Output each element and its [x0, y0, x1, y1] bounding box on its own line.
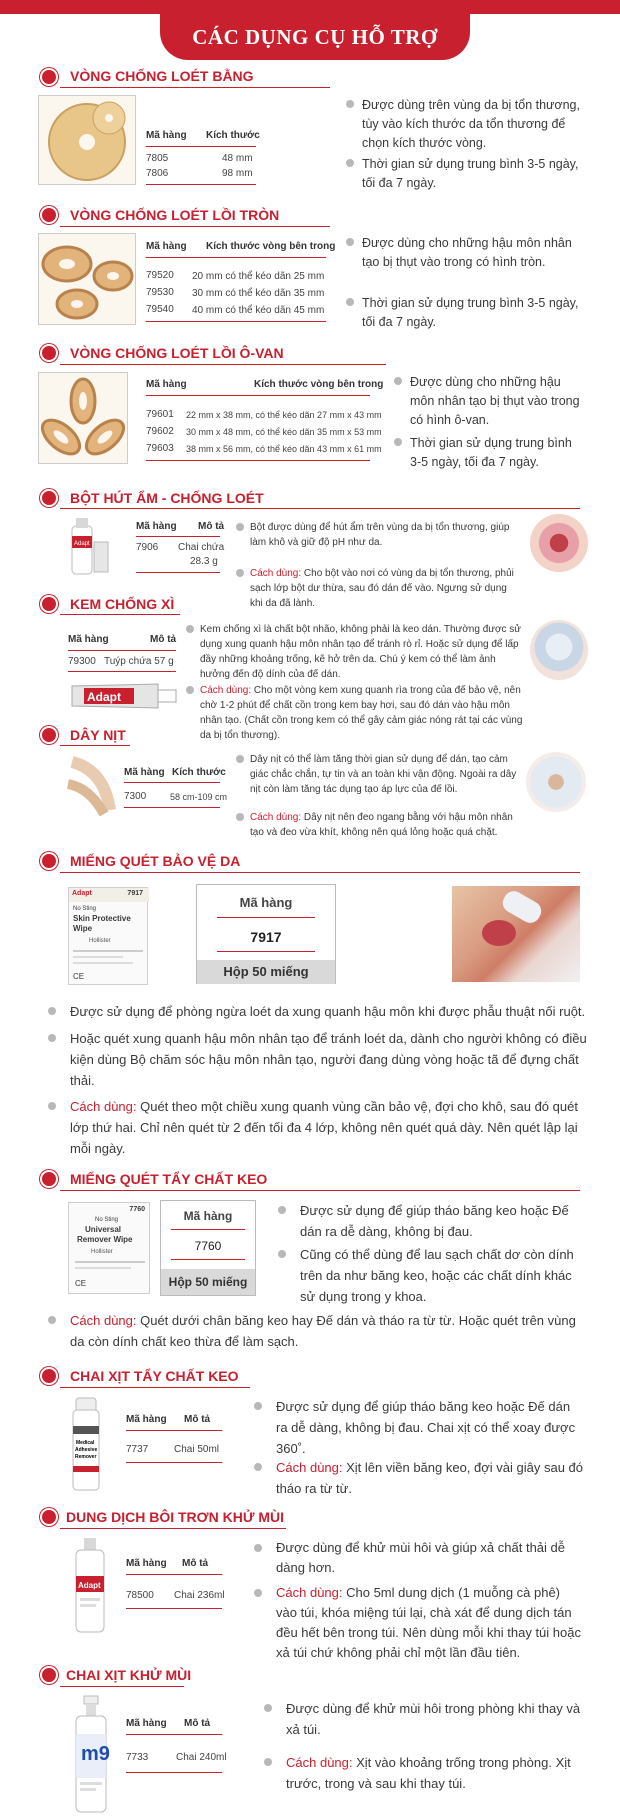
section-dot — [40, 726, 58, 744]
package-text: Skin Protective — [73, 914, 131, 923]
bullet-text: Được dùng để khử mùi hôi trong phòng khi thay và xả túi. — [286, 1701, 581, 1737]
section-divider — [60, 508, 580, 509]
usage-label: Cách dùng: — [200, 685, 252, 696]
col-header-code: Mã hàng — [68, 634, 109, 645]
table-cell: 38 mm x 56 mm, có thể kéo dãn 43 mm x 61 mm — [186, 444, 382, 454]
brand-label: Adapt — [87, 690, 121, 704]
section-title: DUNG DỊCH BÔI TRƠN KHỬ MÙI — [66, 1509, 284, 1525]
col-header-size: Kích thước vòng bên trong — [254, 379, 384, 390]
remover-wipe-package-image — [68, 1202, 150, 1294]
bullet-item — [48, 1310, 588, 1352]
package-brand: Adapt — [72, 890, 92, 897]
col-header-code: Mã hàng — [124, 767, 165, 778]
bullet-item — [236, 752, 522, 797]
section-divider — [60, 872, 580, 873]
bullet-text: Dây nịt có thể làm tăng thời gian sử dụng để dán, tạo cảm giác chắc chắn, tự tin và an toàn khi vận động. Ngoài ra dây nịt còn làm tăng tác dụng tạo áp lực của đế lồi. — [250, 754, 517, 795]
col-header-code: Mã hàng — [146, 130, 187, 141]
bullet-item — [346, 294, 580, 332]
table-cell: 7737 — [126, 1444, 149, 1455]
bullet-item — [264, 1698, 584, 1740]
section-title: CHAI XỊT TẨY CHẤT KEO — [70, 1368, 239, 1384]
bullet-item — [48, 1001, 588, 1022]
table-cell: 7733 — [126, 1752, 149, 1763]
col-header-code: Mã hàng — [126, 1414, 167, 1425]
section-title: KEM CHỐNG XÌ — [70, 596, 175, 612]
table-cell: 7300 — [124, 791, 147, 802]
col-header-size: Kích thước — [172, 767, 226, 778]
package-text: Universal — [85, 1225, 122, 1234]
table-rule — [126, 1608, 222, 1609]
belt-usage-photo — [526, 752, 586, 812]
skin-wipe-usage-photo — [452, 886, 580, 982]
bullet-text: Thời gian sử dụng trung bình 3-5 ngày, tối đa 7 ngày. — [362, 296, 579, 329]
bullet-item — [254, 1538, 584, 1578]
section-dot — [40, 1170, 58, 1188]
usage-label: Cách dùng: — [250, 812, 302, 823]
table-cell: 79601 — [146, 409, 174, 420]
table-rule — [146, 257, 326, 258]
package-maker: Hollister — [91, 1249, 113, 1255]
usage-label: Cách dùng: — [276, 1460, 343, 1475]
package-code: 7760 — [129, 1206, 145, 1213]
col-header-code: Mã hàng — [146, 241, 187, 252]
table-rule — [126, 1574, 222, 1575]
bullet-item — [186, 683, 524, 743]
bullet-item — [394, 434, 582, 472]
table-rule — [124, 807, 220, 808]
col-header-code: Mã hàng — [136, 521, 177, 532]
bullet-text: Kem chống xì là chất bột nhão, không phải là keo dán. Thường được sử dụng xung quanh hậu môn nhân tạo để tránh rò rỉ. Hoặc sử dụng để lấp đầy những khoảng trống, kẽ hở trên da. Chú ý kem có thể làm ảnh hưởng đến độ dính của đế dán. — [200, 624, 521, 680]
bullet-item — [394, 373, 582, 430]
section-divider — [60, 1528, 286, 1529]
powder-bottle-image — [66, 516, 110, 576]
lubricant-bottle-image — [72, 1536, 108, 1634]
table-cell: 22 mm x 38 mm, có thể kéo dãn 27 mm x 43 mm — [186, 410, 382, 420]
bullet-text: Được dùng để khử mùi hôi và giúp xả chất thải dễ dàng hơn. — [276, 1540, 565, 1575]
table-rule — [124, 782, 220, 783]
package-text: Remover Wipe — [77, 1235, 133, 1244]
bullet-text: Được sử dụng để giúp tháo băng keo hoặc Đế dán ra dễ dàng, không bị đau. — [300, 1203, 569, 1239]
section-divider — [60, 614, 180, 615]
section-dot — [40, 1367, 58, 1385]
section-title: MIẾNG QUÉT TẨY CHẤT KEO — [70, 1171, 268, 1187]
table-cell: Tuýp chứa 57 g — [104, 656, 174, 667]
table-cell: 79520 — [146, 270, 174, 281]
oval-convex-ring-image — [38, 372, 128, 464]
bullet-text: Cho 5ml dung dịch (1 muỗng cà phê) vào túi, khóa miệng túi lại, chà xát để dung dịch tán đều hết bên trong túi. Nên dùng mỗi khi thay túi hoặc xả túi chứ không phải chỉ một lần đầu tiên. — [276, 1585, 581, 1660]
belt-image — [64, 754, 118, 818]
table-cell: 79602 — [146, 426, 174, 437]
paste-tube-image — [70, 680, 180, 712]
usage-label: Cách dùng: — [286, 1755, 353, 1770]
package-maker: Hollister — [89, 938, 111, 944]
round-convex-ring-image — [38, 233, 136, 325]
table-cell: 58 cm-109 cm — [170, 792, 228, 802]
deodorizer-spray-bottle-image — [70, 1694, 114, 1814]
product-code: 7917 — [250, 929, 282, 945]
col-header-size: Kích thước — [206, 130, 260, 141]
package-size: Hộp 50 miếng — [223, 964, 309, 979]
table-cell: 7906 — [136, 542, 159, 553]
bullet-item — [254, 1457, 584, 1499]
section-dot — [40, 206, 58, 224]
bullet-text: Được dùng trên vùng da bị tổn thương, tùy vào kích thước da tổn thương để chọn kích thước vòng. — [362, 98, 580, 150]
section-title: VÒNG CHỐNG LOÉT LỒI Ô-VAN — [70, 345, 284, 361]
section-title: DÂY NỊT — [70, 727, 126, 743]
bullet-text: Thời gian sử dụng trung bình 3-5 ngày, tối đa 7 ngày. — [362, 157, 579, 190]
bullet-text: Cho một vòng kem xung quanh rìa trong của đế bảo vệ, nên chờ 1-2 phút để chất cồn trong kem bay hơi, sau đó dán vào hậu môn nhân tạo. (Chất cồn trong kem có thể gây cảm giác nóng rát tại các vùng da bị tổn thương). — [200, 685, 523, 741]
product-code-box — [160, 1200, 256, 1296]
brand-label: Adapt — [74, 541, 90, 547]
table-rule — [146, 395, 370, 396]
bullet-text: Xịt lên viền băng keo, đợi vài giây sau đó tháo ra từ từ. — [276, 1460, 584, 1496]
bullet-text: Dây nịt nên đeo ngang bằng với hậu môn nhân tạo và đeo vừa khít, không nên quá lỏng hoặc quá chặt. — [250, 812, 513, 838]
section-dot — [40, 1666, 58, 1684]
col-header-code: Mã hàng — [126, 1558, 167, 1569]
section-dot — [40, 1508, 58, 1526]
product-code-box — [196, 884, 336, 984]
section-title: VÒNG CHỐNG LOÉT BẰNG — [70, 68, 254, 84]
col-header-desc: Mô tả — [198, 521, 225, 532]
bullet-item — [346, 96, 580, 153]
table-rule — [126, 1772, 222, 1773]
table-cell: Chai 50ml — [174, 1444, 220, 1455]
ce-mark-icon: CE — [73, 972, 85, 981]
package-code: 7917 — [127, 890, 143, 897]
table-cell: 20 mm có thể kéo dãn 25 mm — [192, 271, 325, 282]
table-cell: Chai 240ml — [176, 1752, 227, 1763]
section-divider — [60, 745, 130, 746]
bullet-item — [236, 810, 522, 840]
section-divider — [60, 364, 386, 365]
table-rule — [136, 572, 220, 573]
table-rule — [136, 536, 220, 537]
col-header-desc: Mô tả — [184, 1414, 211, 1425]
table-cell: 28.3 g — [190, 556, 218, 567]
table-cell: 48 mm — [222, 153, 253, 164]
package-text: No Sting — [73, 906, 97, 912]
table-cell: 79540 — [146, 304, 174, 315]
flat-ring-product-image — [38, 95, 136, 185]
bullet-item — [236, 566, 522, 611]
bullet-text: Được dùng cho những hậu môn nhân tạo bị thụt vào trong có hình tròn. — [362, 236, 572, 269]
ce-mark-icon: CE — [75, 1279, 87, 1288]
col-header-desc: Mô tả — [150, 634, 177, 645]
table-cell: 79530 — [146, 287, 174, 298]
usage-label: Cách dùng: — [276, 1585, 343, 1600]
bullet-text: Được sử dụng để giúp tháo băng keo hoặc Đế dán ra dễ dàng, không bị đau. Chai xịt có thể xoay được 360˚. — [276, 1399, 576, 1456]
table-rule — [126, 1462, 222, 1463]
bullet-item — [278, 1200, 584, 1242]
skin-wipe-package-image — [68, 887, 148, 985]
section-divider — [60, 1686, 184, 1687]
col-header-code: Mã hàng — [146, 379, 187, 390]
brand-label: m9 — [81, 1743, 110, 1765]
bullet-item — [48, 1028, 588, 1091]
section-dot — [40, 595, 58, 613]
bullet-item — [278, 1244, 584, 1307]
section-dot — [40, 344, 58, 362]
table-rule — [126, 1430, 222, 1431]
table-cell: 30 mm có thể kéo dãn 35 mm — [192, 288, 325, 299]
skin-wound-photo — [530, 514, 588, 572]
section-dot — [40, 489, 58, 507]
table-cell: 7806 — [146, 168, 169, 179]
can-label: Remover — [75, 1454, 97, 1460]
bullet-item — [236, 520, 522, 550]
col-header-size: Kích thước vòng bên trong — [206, 241, 336, 252]
section-divider — [60, 87, 330, 88]
bullet-text: Quét theo một chiều xung quanh vùng cần bảo vệ, đợi cho khô, sau đó quét lớp thứ hai. Chỉ nên quét từ 2 đến tối đa 4 lớp, không nên quét quá dày. Nên quét lập lại mỗi ngày. — [70, 1099, 578, 1156]
table-rule — [126, 1734, 222, 1735]
section-title: MIẾNG QUÉT BẢO VỆ DA — [70, 853, 241, 869]
package-text: No Sting — [95, 1217, 119, 1223]
bullet-item — [346, 234, 580, 272]
table-rule — [146, 460, 370, 461]
table-cell: 40 mm có thể kéo dãn 45 mm — [192, 305, 325, 316]
brand-label: Adapt — [78, 1581, 101, 1590]
top-bar — [0, 0, 620, 14]
section-title: CHAI XỊT KHỬ MÙI — [66, 1667, 192, 1683]
usage-label: Cách dùng: — [250, 568, 302, 579]
bullet-item — [264, 1752, 584, 1794]
section-dot — [40, 852, 58, 870]
code-header: Mã hàng — [183, 1209, 233, 1223]
can-label: Medical — [76, 1440, 95, 1446]
section-divider — [60, 1387, 250, 1388]
table-cell: 79300 — [68, 656, 96, 667]
page-title: CÁC DỤNG CỤ HỖ TRỢ — [160, 14, 470, 60]
table-rule — [68, 671, 176, 672]
table-rule — [146, 321, 326, 322]
product-code: 7760 — [194, 1239, 222, 1253]
col-header-desc: Mô tả — [182, 1558, 209, 1569]
table-cell: Chai chứa — [178, 542, 225, 553]
col-header-code: Mã hàng — [126, 1718, 167, 1729]
bullet-text: Cho bột vào nơi có vùng da bị tổn thương, phủi sạch lớp bột dư thừa, sau đó dán đế vào. Ngưng sử dụng khi da đã lành. — [250, 568, 514, 609]
table-cell: 98 mm — [222, 168, 253, 179]
bullet-text: Bột được dùng để hút ẩm trên vùng da bị tổn thương, giúp làm khô và giữ độ pH như da. — [250, 522, 510, 548]
table-cell: 78500 — [126, 1590, 154, 1601]
can-label: Adhesive — [75, 1447, 98, 1453]
section-divider — [60, 226, 330, 227]
bullet-text: Xịt vào khoảng trống trong phòng. Xịt trước, trong và sau khi thay túi. — [286, 1755, 571, 1791]
bullet-text: Được sử dụng để phòng ngừa loét da xung quanh hậu môn khi được phẫu thuật nối ruột. — [70, 1004, 586, 1019]
bullet-item — [254, 1396, 584, 1459]
spray-can-image — [70, 1396, 106, 1492]
table-cell: 7805 — [146, 153, 169, 164]
usage-label: Cách dùng: — [70, 1313, 137, 1328]
table-rule — [68, 650, 176, 651]
bullet-item — [346, 155, 580, 193]
bullet-text: Được dùng cho những hậu môn nhân tạo bị thụt vào trong có hình ô-van. — [410, 375, 580, 427]
code-header: Mã hàng — [239, 895, 293, 910]
table-cell: 79603 — [146, 443, 174, 454]
table-cell: 30 mm x 48 mm, có thể kéo dãn 35 mm x 53 mm — [186, 427, 382, 437]
table-rule — [146, 146, 256, 147]
section-divider — [60, 1190, 580, 1191]
bullet-text: Hoặc quét xung quanh hậu môn nhân tạo để tránh loét da, dành cho người không có điều kiện dùng Bộ chăm sóc hậu môn nhân tạo, người đang dùng vòng hoặc tã để đựng chất thải. — [70, 1031, 587, 1088]
bullet-item — [186, 622, 524, 682]
section-title: VÒNG CHỐNG LOÉT LỒI TRÒN — [70, 207, 280, 223]
section-title: BỘT HÚT ẨM - CHỐNG LOÉT — [70, 490, 264, 506]
paste-usage-photo — [530, 620, 588, 680]
usage-label: Cách dùng: — [70, 1099, 137, 1114]
bullet-text: Quét dưới chân băng keo hay Đế dán và tháo ra từ từ. Hoặc quét trên vùng da còn dính chất keo thừa để làm sạch. — [70, 1313, 576, 1349]
bullet-item — [48, 1096, 588, 1159]
col-header-desc: Mô tả — [184, 1718, 211, 1729]
package-size: Hộp 50 miếng — [168, 1275, 248, 1289]
section-dot — [40, 68, 58, 86]
bullet-text: Thời gian sử dụng trung bình 3-5 ngày, tối đa 7 ngày. — [410, 436, 572, 469]
package-text: Wipe — [73, 924, 93, 933]
table-cell: Chai 236ml — [174, 1590, 225, 1601]
table-rule — [146, 184, 256, 185]
bullet-text: Cũng có thể dùng để lau sạch chất dơ còn dính trên da như băng keo, hoặc các chất dính khác sử dụng trong y khoa. — [300, 1247, 574, 1304]
bullet-item — [254, 1583, 584, 1663]
